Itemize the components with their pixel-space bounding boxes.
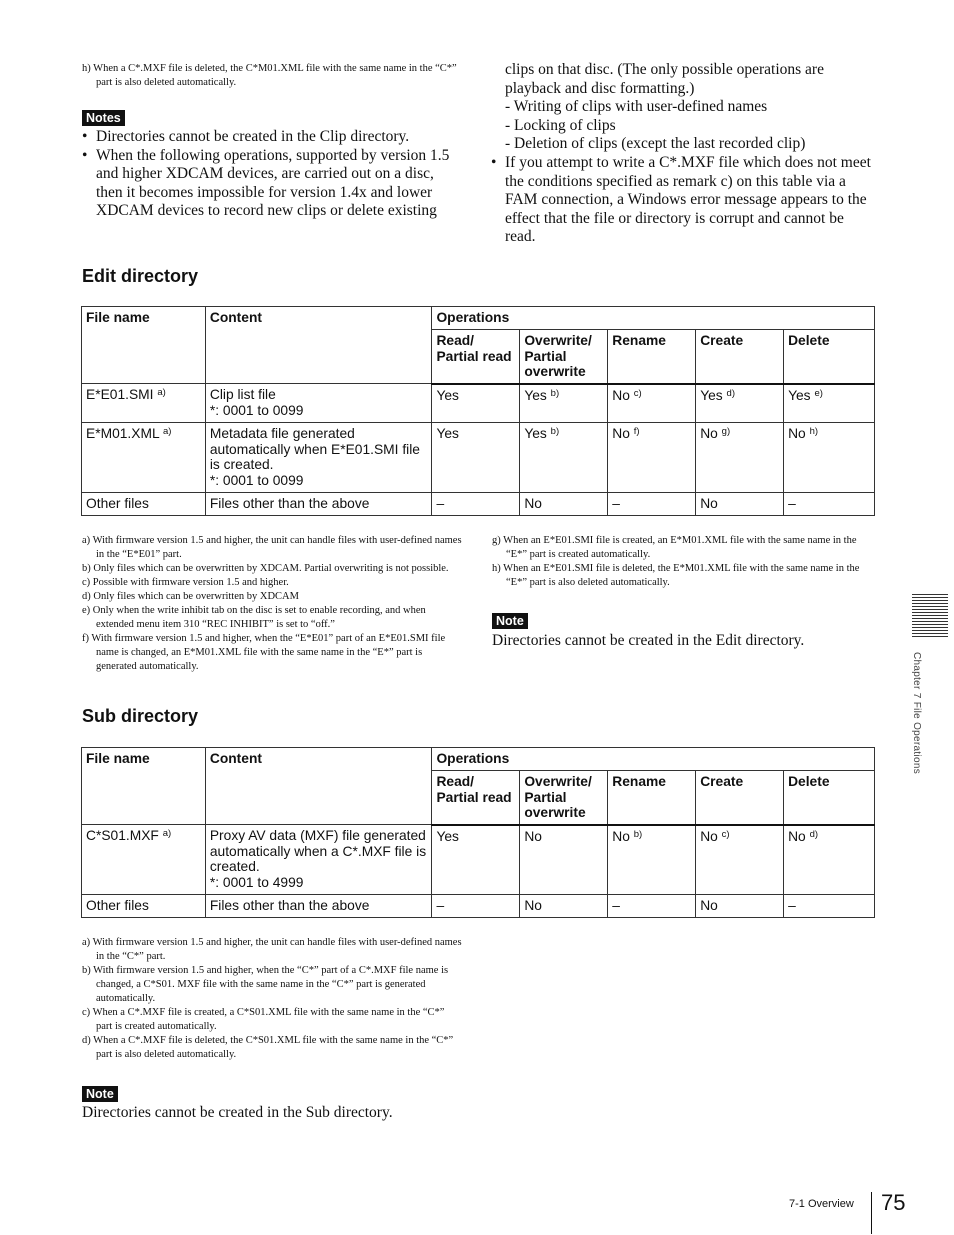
footnote-h: h) When a C*.MXF file is deleted, the C*M01.XML file with the same name in the “C*” part is also deleted automatically. — [82, 63, 457, 88]
dash-item: - Deletion of clips (except the last recorded clip) — [505, 135, 806, 153]
col-content: Content — [205, 307, 432, 384]
edit-directory-heading: Edit directory — [82, 266, 199, 286]
note-bullet: • Directories cannot be created in the Clip directory. — [82, 128, 462, 147]
footer-section: 7-1 Overview — [789, 1198, 854, 1210]
sub-directory-heading: Sub directory — [82, 706, 199, 726]
col-read: Read/ Partial read — [432, 330, 520, 384]
edit-note-text: Directories cannot be created in the Edit directory. — [492, 632, 805, 649]
footnote: c) Possible with firmware version 1.5 and higher. — [82, 577, 289, 588]
dash-item: - Locking of clips — [505, 116, 616, 134]
footnote: f) With firmware version 1.5 and higher, when the “E*E01” part of an E*E01.SMI file name is changed, an E*M01.XML file with the same name in the “E*” part is generated automatically. — [82, 633, 446, 672]
footnote: c) When a C*.MXF file is created, a C*S01.XML file with the same name in the “C*” part is created automatically. — [82, 1007, 445, 1032]
footer-divider — [871, 1192, 872, 1234]
footnote: a) With firmware version 1.5 and higher, the unit can handle files with user-defined names in the “C*” part. — [82, 937, 462, 962]
col-file-name: File name — [82, 748, 206, 825]
col-operations: Operations — [432, 748, 875, 771]
note-bullet: • If you attempt to write a C*.MXF file which does not meet the conditions specified as remark c) on this table via a FAM connection, a Windows error message appears to the effect that the file or directory is corrupt and cannot be read. — [491, 154, 873, 247]
edit-footnotes-right — [492, 534, 872, 651]
notes-badge: Notes — [82, 110, 125, 126]
col-read: Read/ Partial read — [432, 771, 520, 825]
sub-footnotes — [82, 936, 462, 1123]
footnote: g) When an E*E01.SMI file is created, an E*M01.XML file with the same name in the “E*” part is created automatically. — [492, 535, 857, 560]
notes-list — [82, 128, 462, 221]
col-delete: Delete — [784, 771, 875, 825]
page-number: 75 — [881, 1190, 906, 1215]
footnote: b) With firmware version 1.5 and higher, when the “C*” part of a C*.MXF file name is changed, a C*S01. MXF file with the same name in the “C*” part is generated automatically. — [82, 965, 449, 1004]
table-row: Other files Files other than the above – No – No – — [82, 493, 875, 516]
col-create: Create — [696, 330, 784, 384]
col-operations: Operations — [432, 307, 875, 330]
col-create: Create — [696, 771, 784, 825]
top-left-column — [82, 62, 462, 221]
col-overwrite: Overwrite/ Partial overwrite — [520, 330, 608, 384]
footnote: b) Only files which can be overwritten by XDCAM. Partial overwriting is not possible. — [82, 563, 449, 574]
col-content: Content — [205, 748, 432, 825]
table-row: E*E01.SMI $^{a)}$ Clip list file *: 0001 to 0099 Yes Yes $^{b)}$ No $^{c)}$ Yes $^{d)}$ Yes $^{e)}$ — [82, 384, 875, 423]
chapter-tab-bars — [912, 594, 948, 639]
edit-directory-table — [81, 306, 875, 516]
col-rename: Rename — [608, 330, 696, 384]
footnote: a) With firmware version 1.5 and higher, the unit can handle files with user-defined names in the “E*E01” part. — [82, 535, 462, 560]
continued-text: clips on that disc. (The only possible operations are playback and disc formatting.) — [505, 61, 824, 97]
col-delete: Delete — [784, 330, 875, 384]
footnote: e) Only when the write inhibit tab on the disc is set to enable recording, and when extended menu item 310 “REC INHIBIT” is set to “off.” — [82, 605, 426, 630]
footnote: d) When a C*.MXF file is deleted, the C*S01.XML file with the same name in the “C*” part is also deleted automatically. — [82, 1035, 454, 1060]
footnote: h) When an E*E01.SMI file is deleted, the E*M01.XML file with the same name in the “E*” part is also deleted automatically. — [492, 563, 860, 588]
sub-note-text: Directories cannot be created in the Sub directory. — [82, 1104, 393, 1121]
col-overwrite: Overwrite/ Partial overwrite — [520, 771, 608, 825]
dash-item: - Writing of clips with user-defined names — [505, 98, 768, 116]
note-badge: Note — [82, 1086, 118, 1102]
chapter-side-label: Chapter 7 File Operations — [911, 652, 922, 775]
edit-footnotes-left — [82, 534, 462, 674]
col-file-name: File name — [82, 307, 206, 384]
col-rename: Rename — [608, 771, 696, 825]
footnote: d) Only files which can be overwritten by XDCAM — [82, 591, 299, 602]
table-row: Other files Files other than the above – No – No – — [82, 895, 875, 918]
top-right-column — [491, 61, 873, 247]
sub-directory-table — [81, 747, 875, 918]
table-row: E*M01.XML $^{a)}$ Metadata file generated automatically when E*E01.SMI file is created. *: 0001 to 0099 Yes Yes $^{b)}$ No $^{f)}$ No $^{g)}$ No $^{h)}$ — [82, 423, 875, 493]
note-badge: Note — [492, 613, 528, 629]
table-row: C*S01.MXF $^{a)}$ Proxy AV data (MXF) file generated automatically when a C*.MXF file is created. *: 0001 to 4999 Yes No No $^{b)}$ No $^{c)}$ No $^{d)}$ — [82, 825, 875, 895]
note-bullet: • When the following operations, supported by version 1.5 and higher XDCAM devices, are carried out on a disc, then it becomes impossible for version 1.4x and lower XDCAM devices to record new clips or delete existing — [82, 147, 462, 221]
